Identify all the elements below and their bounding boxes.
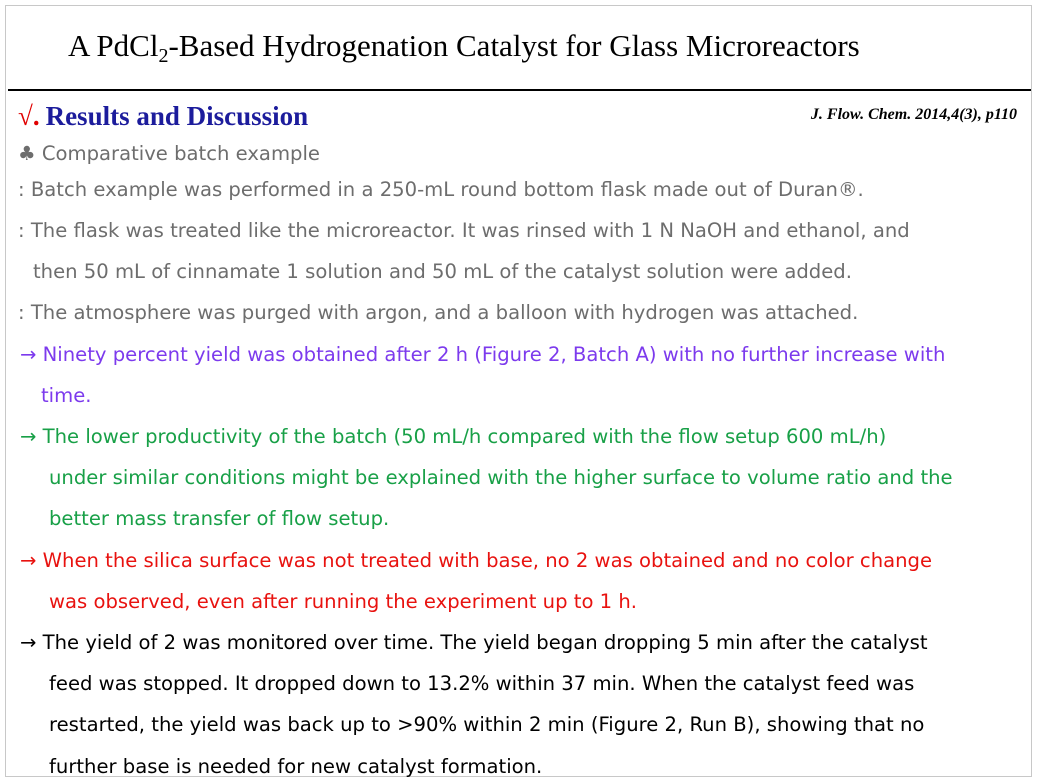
result-line: better mass transfer of flow setup.: [49, 507, 390, 530]
slide-title: [68, 28, 860, 67]
body-line: : The flask was treated like the microreactor. It was rinsed with 1 N NaOH and ethanol, and: [18, 219, 910, 242]
journal-reference: J. Flow. Chem. 2014,4(3), p110: [810, 106, 1017, 123]
result-line: → The yield of 2 was monitored over time. The yield began dropping 5 min after the catalyst: [20, 631, 928, 654]
club-bullet-icon: ♣: [18, 142, 36, 165]
section-heading-text: Results and Discussion: [45, 101, 309, 131]
subheading-text: Comparative batch example: [41, 142, 320, 165]
subheading: [18, 144, 320, 164]
result-line: → When the silica surface was not treated with base, no 2 was obtained and no color change: [20, 549, 933, 572]
result-line: restarted, the yield was back up to >90% within 2 min (Figure 2, Run B), showing that no: [49, 713, 925, 736]
result-line: time.: [41, 384, 92, 407]
checkmark-icon: √.: [18, 101, 40, 131]
title-prefix: A PdCl: [68, 28, 159, 63]
result-line: → The lower productivity of the batch (50 mL/h compared with the flow setup 600 mL/h): [20, 425, 887, 448]
body-line: : Batch example was performed in a 250-mL round bottom flask made out of Duran®.: [18, 178, 864, 201]
title-suffix: -Based Hydrogenation Catalyst for Glass Microreactors: [168, 28, 860, 63]
result-line: → Ninety percent yield was obtained after 2 h (Figure 2, Batch A) with no further increase with: [20, 343, 946, 366]
result-line: feed was stopped. It dropped down to 13.2% within 37 min. When the catalyst feed was: [49, 672, 915, 695]
result-line: under similar conditions might be explained with the higher surface to volume ratio and the: [49, 466, 953, 489]
result-line: was observed, even after running the experiment up to 1 h.: [49, 590, 638, 613]
title-divider: [8, 89, 1031, 91]
result-line: further base is needed for new catalyst formation.: [49, 755, 543, 778]
body-line: : The atmosphere was purged with argon, and a balloon with hydrogen was attached.: [18, 301, 859, 324]
body-line: then 50 mL of cinnamate 1 solution and 50 mL of the catalyst solution were added.: [33, 260, 852, 283]
title-subscript: 2: [158, 45, 169, 67]
section-heading: [18, 101, 308, 132]
